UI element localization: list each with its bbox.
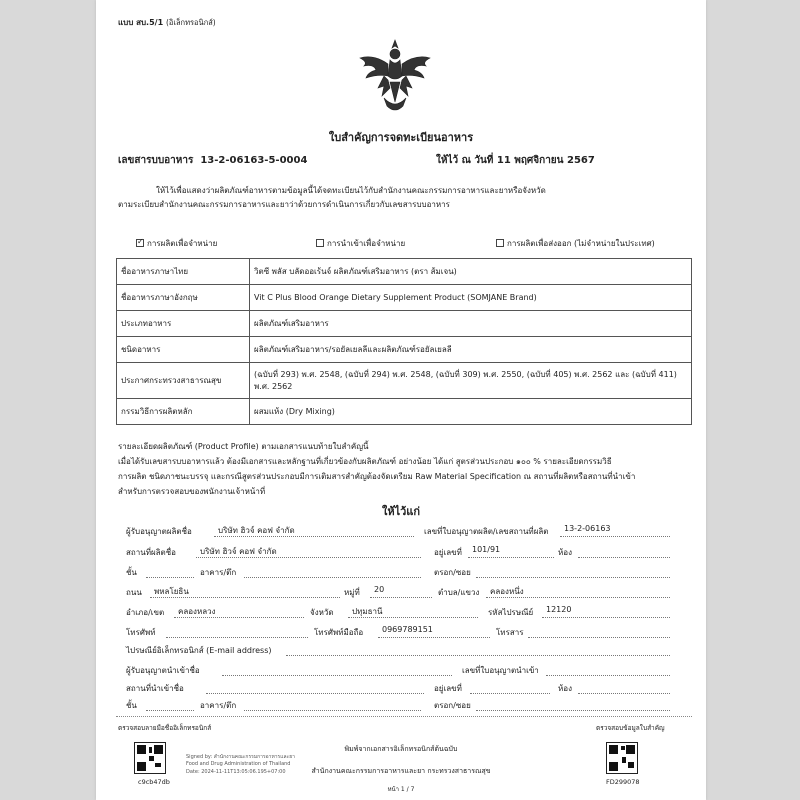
import-license-label: เลขที่ใบอนุญาตนำเข้า xyxy=(462,666,539,675)
profile-line-1: รายละเอียดผลิตภัณฑ์ (Product Profile) ตามเอกสารแนบท้ายใบสำคัญนี้ xyxy=(118,442,369,451)
postcode-label: รหัสไปรษณีย์ xyxy=(488,608,534,617)
email-label: ไปรษณีย์อิเล็กทรอนิกส์ (E-mail address) xyxy=(126,646,272,655)
garuda-emblem xyxy=(354,36,436,118)
building-label: อาคาร/ตึก xyxy=(200,568,237,577)
given-to-heading: ให้ไว้แก่ xyxy=(381,505,421,518)
signed-line-3: Date: 2024-11-11T13:05:06.195+07:00 xyxy=(186,769,286,775)
mobile-value: 0969789151 xyxy=(382,625,433,634)
document-code: FD299078 xyxy=(606,778,640,786)
table-row: ชื่ออาหารภาษาอังกฤษ Vit C Plus Blood Orange Dietary Supplement Product (SOMJANE Brand) xyxy=(117,285,692,311)
food-registration-number: เลขสารบบอาหาร 13-2-06163-5-0004 xyxy=(118,155,308,166)
table-row: ชื่ออาหารภาษาไทย วิตซี พลัส บลัดออเร้นจ์ ผลิตภัณฑ์เสริมอาหาร (ตรา ส้มเจน) xyxy=(117,259,692,285)
mobile-label: โทรศัพท์มือถือ xyxy=(314,628,364,637)
road-value: พหลโยธิน xyxy=(154,587,189,596)
checkbox-empty-icon xyxy=(316,239,324,247)
import-site-label: สถานที่นำเข้าชื่อ xyxy=(126,684,184,693)
profile-line-3: การผลิต ชนิดภาชนะบรรจุ และกรณีสูตรส่วนประกอบมีการเติมสารสำคัญต้องจัดเตรียม Raw Material Specification ณ สถานที่ผลิตหรือสถานที่นำเข้า xyxy=(118,472,636,481)
table-row: ชนิดอาหาร ผลิตภัณฑ์เสริมอาหาร/รอยัลเยลลีและผลิตภัณฑ์รอยัลเยลลี xyxy=(117,337,692,363)
qr-left-code: c9cb47db xyxy=(138,778,170,786)
subdistrict-label: ตำบล/แขวง xyxy=(438,588,480,597)
floor2-label: ชั้น xyxy=(126,701,137,710)
road-label: ถนน xyxy=(126,588,142,597)
page-number: หน้า 1 / 7 xyxy=(387,786,415,793)
room2-label: ห้อง xyxy=(558,684,572,693)
checkbox-empty-icon xyxy=(496,239,504,247)
product-info-table xyxy=(116,258,692,425)
house-value: 101/91 xyxy=(472,545,501,554)
soi2-label: ตรอก/ซอย xyxy=(434,701,471,710)
table-row: ประกาศกระทรวงสาธารณสุข (ฉบับที่ 293) พ.ศ. 2548, (ฉบับที่ 294) พ.ศ. 2548, (ฉบับที่ 309) พ.ศ. 2550, (ฉบับที่ 405) พ.ศ. 2562 และ (ฉบับที่ 411) พ.ศ. 2562 xyxy=(117,363,692,399)
certificate-title: ใบสำคัญการจดทะเบียนอาหาร xyxy=(328,131,474,144)
soi-label: ตรอก/ซอย xyxy=(434,568,471,577)
agency-name: สำนักงานคณะกรรมการอาหารและยา กระทรวงสาธารณสุข xyxy=(311,767,491,775)
printed-from-original: พิมพ์จากเอกสารอิเล็กทรอนิกส์ต้นฉบับ xyxy=(344,745,458,753)
signed-line-1: Signed by: สำนักงานคณะกรรมการอาหารและยา xyxy=(186,754,295,760)
moo-value: 20 xyxy=(374,585,385,594)
licensee-label: ผู้รับอนุญาตผลิตชื่อ xyxy=(126,527,192,536)
form-code: แบบ สบ.5/1 (อิเล็กทรอนิกส์) xyxy=(118,18,216,27)
postcode-value: 12120 xyxy=(546,605,572,614)
document-qr-code[interactable] xyxy=(606,742,638,774)
intro-line-1: ให้ไว้เพื่อแสดงว่าผลิตภัณฑ์อาหารตามข้อมูลนี้ได้จดทะเบียนไว้กับสำนักงานคณะกรรมการอาหารและยาหรือจังหวัด xyxy=(156,186,546,195)
purpose-export: การผลิตเพื่อส่งออก (ไม่จำหน่ายในประเทศ) xyxy=(496,237,655,250)
house-label: อยู่เลขที่ xyxy=(434,548,462,557)
house2-label: อยู่เลขที่ xyxy=(434,684,462,693)
license-no-value: 13-2-06163 xyxy=(564,524,611,533)
intro-line-2: ตามระเบียบสำนักงานคณะกรรมการอาหารและยาว่าด้วยการดำเนินการเกี่ยวกับเลขสารบบอาหาร xyxy=(118,200,450,209)
issue-date: ให้ไว้ ณ วันที่ 11 พฤศจิกายน 2567 xyxy=(436,155,595,166)
purpose-import-sale: การนำเข้าเพื่อจำหน่าย xyxy=(316,237,405,250)
licensee-value: บริษัท ฮิวจ์ คอฟ จำกัด xyxy=(218,526,295,535)
site-value: บริษัท ฮิวจ์ คอฟ จำกัด xyxy=(200,547,277,556)
province-label: จังหวัด xyxy=(310,608,334,617)
fax-label: โทรสาร xyxy=(496,628,524,637)
province-value: ปทุมธานี xyxy=(352,607,383,616)
room-label: ห้อง xyxy=(558,548,572,557)
signature-check-label: ตรวจสอบลายมือชื่ออิเล็กทรอนิกส์ xyxy=(118,724,212,732)
floor-label: ชั้น xyxy=(126,568,137,577)
table-row: ประเภทอาหาร ผลิตภัณฑ์เสริมอาหาร xyxy=(117,311,692,337)
importer-label: ผู้รับอนุญาตนำเข้าชื่อ xyxy=(126,666,200,675)
purpose-local-sale: ✓การผลิตเพื่อจำหน่าย xyxy=(136,237,217,250)
district-value: คลองหลวง xyxy=(178,607,216,616)
subdistrict-value: คลองหนึ่ง xyxy=(490,587,524,596)
signed-line-2: Food and Drug Administration of Thailand xyxy=(186,761,291,767)
site-label: สถานที่ผลิตชื่อ xyxy=(126,548,176,557)
certificate-page xyxy=(96,0,706,800)
building2-label: อาคาร/ตึก xyxy=(200,701,237,710)
district-label: อำเภอ/เขต xyxy=(126,608,165,617)
license-no-label: เลขที่ใบอนุญาตผลิต/เลขสถานที่ผลิต xyxy=(424,527,549,536)
profile-line-4: สำหรับการตรวจสอบของพนักงานเจ้าหน้าที่ xyxy=(118,487,266,496)
moo-label: หมู่ที่ xyxy=(344,588,360,597)
profile-line-2: เมื่อได้รับเลขสารบบอาหารแล้ว ต้องมีเอกสารและหลักฐานที่เกี่ยวข้องกับผลิตภัณฑ์ อย่างน้อย ได้แก่ สูตรส่วนประกอบ ๑๐๐ % รายละเอียดกรรมวิธี xyxy=(118,457,612,466)
document-check-label: ตรวจสอบข้อมูลใบสำคัญ xyxy=(596,724,665,732)
table-row: กรรมวิธีการผลิตหลัก ผสมแห้ง (Dry Mixing) xyxy=(117,399,692,425)
checkbox-checked-icon xyxy=(136,239,144,247)
phone-label: โทรศัพท์ xyxy=(126,628,156,637)
